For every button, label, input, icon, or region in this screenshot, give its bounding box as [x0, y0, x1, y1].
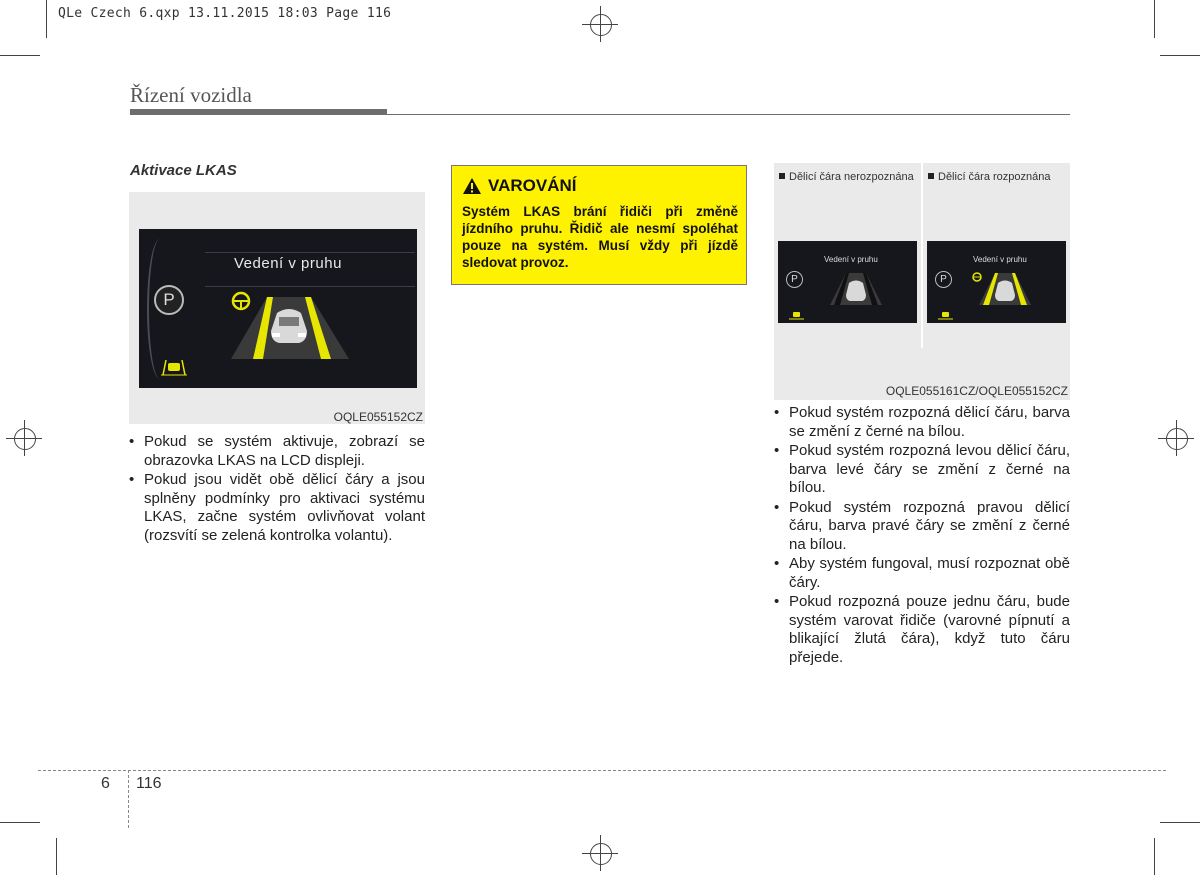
crop-mark	[0, 55, 40, 56]
registration-mark-icon	[1158, 420, 1194, 456]
chapter-title: Řízení vozidla	[130, 83, 252, 107]
left-bullet-list	[129, 433, 425, 546]
section-number: 6	[101, 775, 110, 792]
figure-code: OQLE055152CZ	[333, 410, 423, 424]
registration-mark-icon	[582, 835, 618, 871]
steering-wheel-icon	[973, 273, 981, 281]
panel-label-text: Dělicí čára rozpoznána	[938, 171, 1051, 183]
crop-mark	[1154, 0, 1155, 38]
mini-cluster-title: Vedení v pruhu	[973, 255, 1027, 264]
registration-mark-icon	[6, 420, 42, 456]
lane-recognition-figure	[774, 163, 1070, 400]
lkas-figure	[129, 192, 425, 424]
list-item: • Pokud systém rozpozná levou dělicí čáru, barva levé čáry se změní z černé na bílou.	[774, 442, 1070, 498]
lane-view	[139, 229, 417, 388]
list-item: • Pokud systém rozpozná pravou dělicí čáru, barva pravé čáry se změní z černé na bílou.	[774, 499, 1070, 555]
panel-label-not-recognized	[779, 171, 914, 183]
park-icon: P	[154, 285, 184, 315]
registration-mark-icon	[582, 6, 618, 42]
panel-label-text: Dělicí čára nerozpoznána	[789, 171, 914, 183]
warning-triangle-icon	[462, 177, 482, 195]
lcd-cluster-display	[139, 229, 417, 388]
right-bullet-list	[774, 404, 1070, 668]
car-icon	[995, 281, 1015, 302]
mini-cluster-title: Vedení v pruhu	[824, 255, 878, 264]
car-icon	[846, 281, 866, 302]
warning-title: VAROVÁNÍ	[488, 176, 577, 195]
crop-mark	[1160, 55, 1200, 56]
page-number: 116	[136, 775, 162, 792]
crop-mark	[0, 822, 40, 823]
crop-mark	[56, 838, 57, 875]
panel-label-recognized	[928, 171, 1051, 183]
cluster-title: Vedení v pruhu	[234, 255, 342, 272]
warning-box	[451, 165, 747, 285]
footer-divider	[128, 770, 129, 828]
mini-cluster-not-recognized	[778, 241, 917, 323]
warning-header	[462, 176, 576, 196]
title-underline	[387, 114, 1070, 115]
list-item: • Pokud jsou vidět obě dělicí čáry a jsou splněny podmínky pro aktivaci systému LKAS, začne systém ovlivňovat volant (rozsvítí se zelená kontrolka volantu).	[129, 471, 425, 545]
warning-text: Systém LKAS brání řidiči při změně jízdního pruhu. Řidič ale nesmí spoléhat pouze na systém. Musí vždy při jízdě sledovat provoz.	[462, 204, 738, 270]
list-item: • Pokud systém rozpozná dělicí čáru, barva se změní z černé na bílou.	[774, 404, 1070, 441]
list-item: • Pokud rozpozná pouze jednu čáru, bude systém varovat řidiče (varovné pípnutí a blikající žlutá čára), když tuto čáru přejede.	[774, 593, 1070, 667]
park-icon: P	[935, 271, 952, 288]
list-item: • Aby systém fungoval, musí rozpoznat obě čáry.	[774, 555, 1070, 592]
lkas-indicator-icon	[938, 312, 953, 319]
mini-lane-view	[927, 241, 1066, 323]
footer-rule	[38, 770, 1166, 771]
list-item: • Pokud se systém aktivuje, zobrazí se obrazovka LKAS na LCD displeji.	[129, 433, 425, 470]
figure-code: OQLE055161CZ/OQLE055152CZ	[885, 384, 1068, 398]
panel-divider	[921, 163, 923, 348]
mini-cluster-recognized	[927, 241, 1066, 323]
lkas-indicator-icon	[161, 360, 187, 375]
mini-lane-view	[778, 241, 917, 323]
park-icon: P	[786, 271, 803, 288]
lkas-indicator-icon	[789, 312, 804, 319]
print-slug: QLe Czech 6.qxp 13.11.2015 18:03 Page 116	[58, 6, 392, 21]
crop-mark	[1154, 838, 1155, 875]
crop-mark	[46, 0, 47, 38]
section-subheading: Aktivace LKAS	[130, 162, 237, 179]
title-underline-bar	[130, 109, 387, 115]
steering-wheel-icon	[233, 293, 249, 309]
crop-mark	[1160, 822, 1200, 823]
